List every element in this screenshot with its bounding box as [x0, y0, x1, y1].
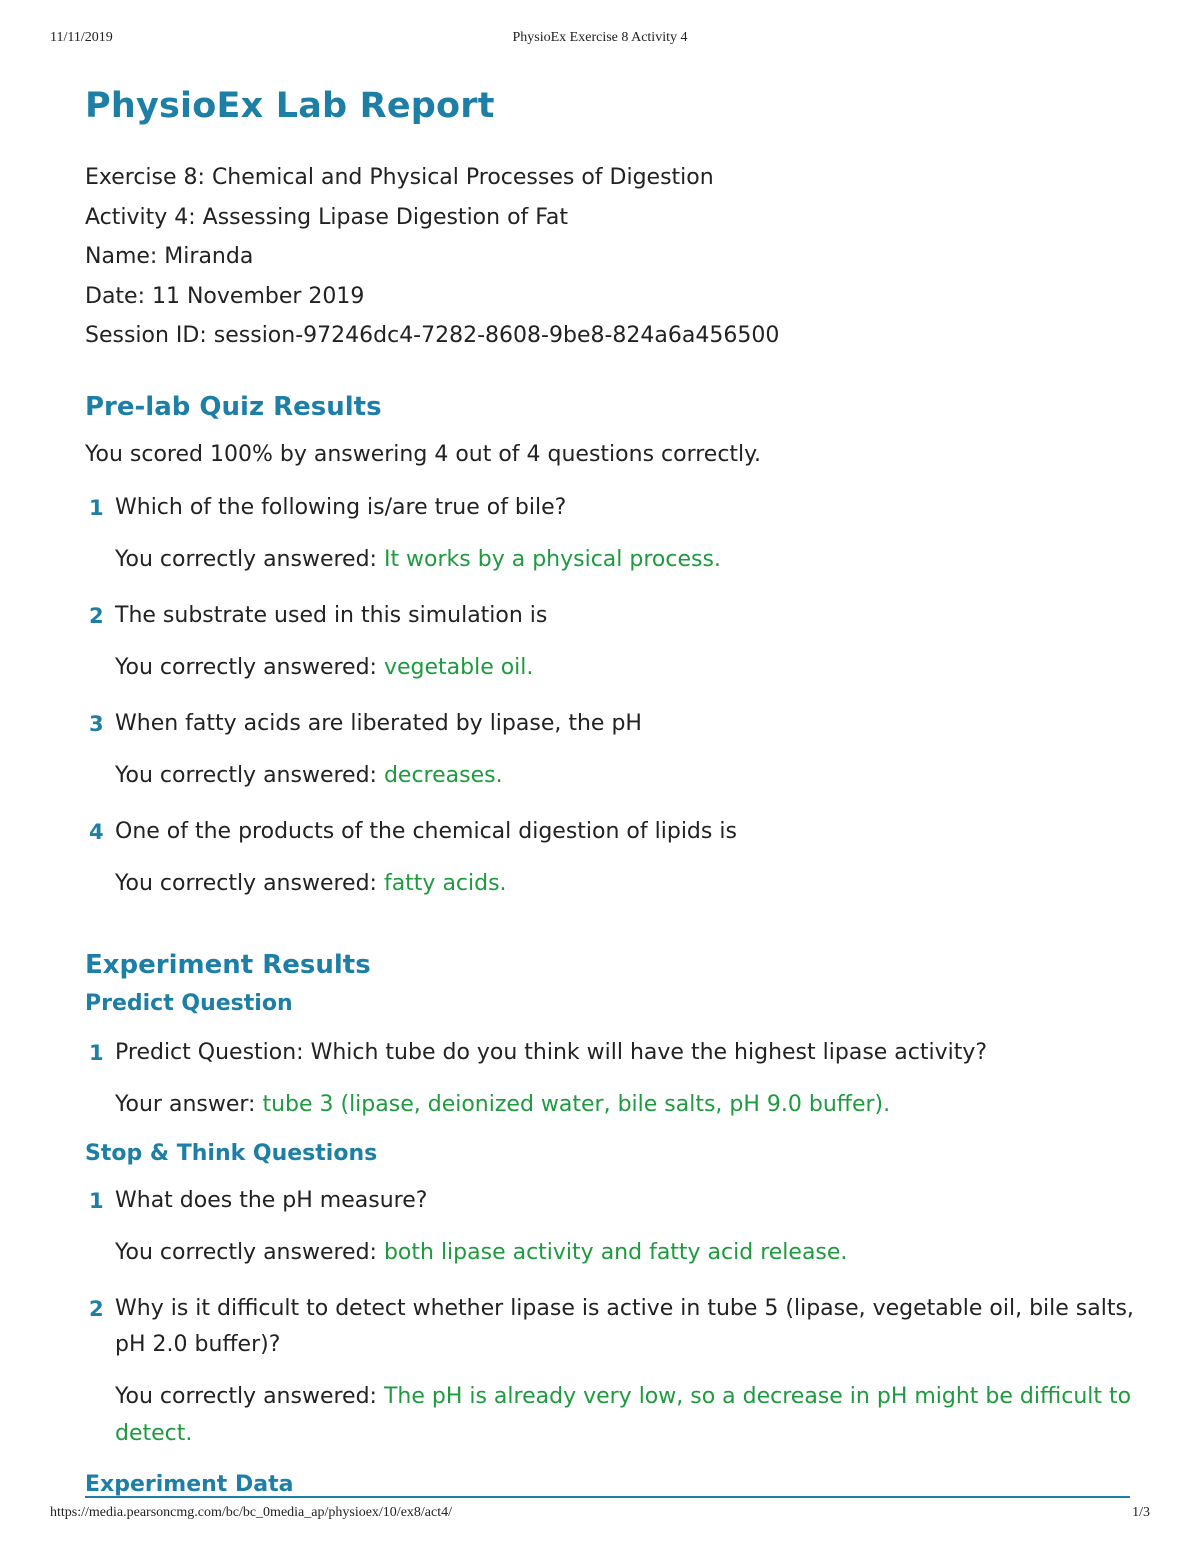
- session-line: Session ID: session-97246dc4-7282-8608-9be8-824a6a456500: [85, 323, 780, 348]
- answer-text: It works by a physical process.: [383, 546, 721, 572]
- print-footer: [50, 1505, 1150, 1525]
- question-number: 1: [89, 1188, 104, 1213]
- answer-text: tube 3 (lipase, deionized water, bile salts, pH 9.0 buffer).: [262, 1091, 891, 1117]
- prelab-question: [85, 598, 1135, 634]
- answer-text: vegetable oil.: [383, 654, 534, 680]
- question-text: Predict Question: Which tube do you think will have the highest lipase activity?: [115, 1039, 988, 1065]
- question-number: 2: [89, 603, 104, 628]
- answer-text: both lipase activity and fatty acid release.: [383, 1239, 848, 1265]
- question-text: Why is it difficult to detect whether lipase is active in tube 5 (lipase, vegetable oil, bile salts, pH 2.0 buffer)?: [115, 1295, 1134, 1357]
- activity-line: Activity 4: Assessing Lipase Digestion of Fat: [85, 204, 569, 230]
- stop-think-heading: Stop & Think Questions: [85, 1140, 378, 1166]
- prelab-question: [85, 706, 1135, 742]
- prelab-heading: Pre-lab Quiz Results: [85, 391, 382, 422]
- question-number: 1: [89, 495, 104, 520]
- stop-think-answer: [85, 1234, 1135, 1271]
- prelab-answer: [85, 541, 1135, 578]
- answer-prefix: You correctly answered:: [115, 1383, 384, 1409]
- experiment-data-heading: Experiment Data: [85, 1472, 294, 1497]
- answer-prefix: You correctly answered:: [115, 546, 384, 572]
- question-text: What does the pH measure?: [115, 1187, 428, 1213]
- print-date: 11/11/2019: [50, 30, 113, 45]
- name-line: Name: Miranda: [85, 244, 254, 269]
- predict-heading: Predict Question: [85, 990, 293, 1016]
- answer-prefix: Your answer:: [115, 1091, 263, 1117]
- answer-prefix: You correctly answered:: [115, 870, 384, 896]
- footer-divider: [85, 1496, 1130, 1498]
- prelab-answer: [85, 865, 1135, 902]
- answer-prefix: You correctly answered:: [115, 762, 384, 788]
- report-content: [85, 84, 1135, 1452]
- answer-prefix: You correctly answered:: [115, 654, 384, 680]
- question-number: 3: [89, 711, 104, 736]
- answer-text: decreases.: [383, 762, 503, 788]
- predict-question: [85, 1035, 1135, 1071]
- page-number: 1/3: [1132, 1505, 1150, 1520]
- exercise-line: Exercise 8: Chemical and Physical Processes of Digestion: [85, 165, 714, 190]
- prelab-answer: [85, 649, 1135, 686]
- question-text: Which of the following is/are true of bile?: [115, 494, 567, 520]
- question-text: The substrate used in this simulation is: [115, 602, 548, 628]
- predict-answer: [85, 1086, 1135, 1123]
- date-line: Date: 11 November 2019: [85, 283, 365, 309]
- report-meta: [85, 158, 1135, 356]
- print-header: [50, 30, 1150, 50]
- prelab-answer: [85, 757, 1135, 794]
- stop-think-answer: [85, 1378, 1135, 1452]
- answer-text: fatty acids.: [383, 870, 507, 896]
- question-text: One of the products of the chemical digestion of lipids is: [115, 818, 737, 844]
- page-title: PhysioEx Lab Report: [85, 86, 495, 126]
- question-number: 4: [89, 819, 104, 844]
- print-url: https://media.pearsoncmg.com/bc/bc_0media_ap/physioex/10/ex8/act4/: [50, 1505, 453, 1520]
- question-number: 1: [89, 1040, 104, 1065]
- prelab-question: [85, 814, 1135, 850]
- prelab-question: [85, 490, 1135, 526]
- question-text: When fatty acids are liberated by lipase, the pH: [115, 710, 642, 736]
- experiment-heading: Experiment Results: [85, 949, 371, 980]
- stop-think-question: [85, 1291, 1135, 1363]
- answer-text: The pH is already very low, so a decrease in pH might be difficult to detect.: [115, 1383, 1132, 1446]
- stop-think-question: [85, 1183, 1135, 1219]
- print-title: PhysioEx Exercise 8 Activity 4: [512, 30, 688, 45]
- quiz-score: You scored 100% by answering 4 out of 4 questions correctly.: [85, 441, 762, 467]
- question-number: 2: [89, 1296, 104, 1321]
- prelab-question-list: [85, 490, 1135, 902]
- answer-prefix: You correctly answered:: [115, 1239, 384, 1265]
